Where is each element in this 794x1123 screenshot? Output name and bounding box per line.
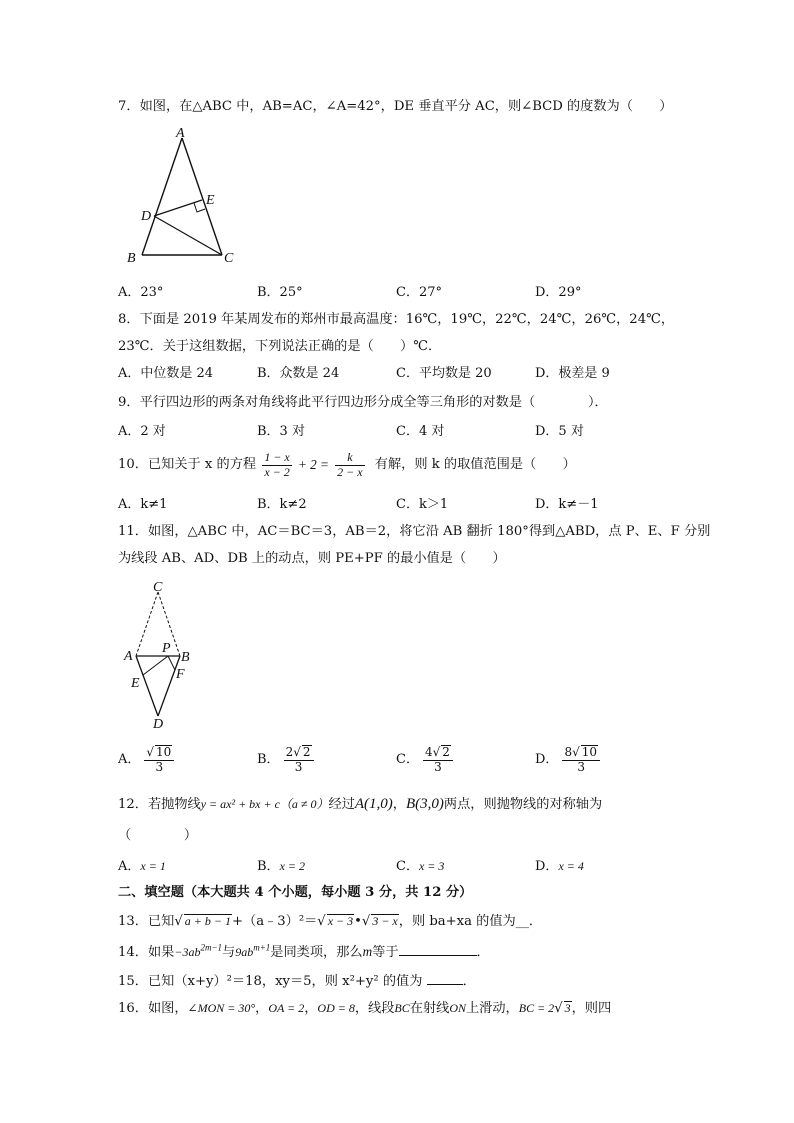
q10-option-a: A．k≠1 <box>118 497 168 512</box>
q10-frac2-num: k <box>335 451 364 466</box>
q7-seg-de <box>154 200 202 216</box>
q11-option-b-num <box>284 745 314 761</box>
section-heading-fill-in: 二、填空题（本大题共 4 个小题，每小题 3 分，共 12 分） <box>118 885 473 900</box>
q9-option-d: D．5 对 <box>535 424 584 439</box>
q8-option-a: A．中位数是 24 <box>118 366 214 381</box>
q11-option-d-coef: 8 <box>564 745 573 759</box>
q11-label-f: F <box>176 667 185 682</box>
q11-label-d: D <box>153 717 164 730</box>
q11-option-b-frac <box>284 745 314 775</box>
q14-m: m <box>362 944 373 959</box>
radical-icon: √ <box>361 914 371 929</box>
q8-option-b: B．众数是 24 <box>257 366 340 381</box>
q12-option-c-val: x = 3 <box>418 859 445 873</box>
q11-side-bd <box>158 656 180 716</box>
q12-option-d <box>535 860 584 873</box>
q11-option-d-frac <box>562 745 600 775</box>
q11-line1: 11．如图，△ABC 中，AC＝BC＝3，AB＝2，将它沿 AB 翻折 180°得到△ABD，点 P、E、F 分别 <box>118 524 711 539</box>
q16-expr6-rad: 3 <box>564 1001 571 1015</box>
q10-option-c: C．k＞1 <box>396 497 449 512</box>
q13-prefix: 13．已知 <box>118 914 175 929</box>
q12-condition: （a ≠ 0） <box>279 797 329 811</box>
q16-expr6: BC = 2 <box>518 1001 555 1015</box>
q12-option-a-label: A． <box>118 859 141 874</box>
q16-sep2: ， <box>304 1001 318 1016</box>
q9-option-c: C．4 对 <box>396 424 445 439</box>
q12-option-b <box>257 860 305 873</box>
q11-side-ac <box>136 592 158 656</box>
q7-figure <box>118 128 248 268</box>
q11-option-d-num <box>562 745 600 761</box>
q12-option-b-val: x = 2 <box>279 859 305 873</box>
q7-option-d: D．29° <box>535 285 582 300</box>
q16-expr1: ∠MON = 30° <box>187 1001 256 1015</box>
q7-seg-dc <box>154 216 222 255</box>
q9-option-a: A．2 对 <box>118 424 166 439</box>
q11-option-c-coef: 4 <box>424 745 433 759</box>
q11-option-d-rad: 10 <box>581 745 598 759</box>
q11-option-d <box>535 745 602 775</box>
q12-option-b-label: B． <box>257 859 280 874</box>
radical-icon: √ <box>174 914 183 929</box>
q16-expr3: OD = 8 <box>317 1001 355 1015</box>
q8-line2: 23℃．关于这组数据，下列说法正确的是（ ）℃． <box>118 339 442 354</box>
q11-label-c: C <box>153 580 163 595</box>
q11-option-a-label: A． <box>118 752 141 768</box>
q10-stem <box>118 451 576 480</box>
q7-stem: 7．如图，在△ABC 中，AB=AC，∠A=42°，DE 垂直平分 AC，则∠BCD 的度数为（ ） <box>118 99 673 114</box>
q11-option-b-label: B． <box>257 752 280 768</box>
q16-expr4: BC <box>394 1001 410 1015</box>
q13-suffix: ，则 ba+xa 的值为__． <box>398 914 543 929</box>
q15-text: 15．已知（x+y）²＝18，xy＝5，则 x²+y² 的值为 <box>118 974 423 989</box>
radical-icon: √ <box>293 745 301 759</box>
q12-option-a <box>118 860 166 873</box>
radical-icon: √ <box>572 745 580 759</box>
q7-label-d: D <box>141 209 152 224</box>
q16-stem <box>118 1001 611 1015</box>
q14-mid: 与 <box>222 945 236 960</box>
radical-icon: √ <box>146 745 155 759</box>
q15-end: ． <box>462 974 476 989</box>
q7-option-a: A．23° <box>118 285 164 300</box>
q10-frac1-den: x − 2 <box>264 464 290 479</box>
q7-right-angle <box>194 203 205 212</box>
q13-mid: +（a﹣3）²＝ <box>231 914 318 929</box>
q12-equation: y = ax² + bx + c <box>200 797 280 811</box>
q14-end: ． <box>476 945 490 960</box>
q11-seg-pe <box>143 656 168 675</box>
q11-option-c <box>396 745 455 775</box>
q11-label-a: A <box>124 649 133 664</box>
q12-mid: 经过 <box>328 797 355 812</box>
q11-option-c-rad: 2 <box>442 745 450 759</box>
q14-prefix: 14．如果 <box>118 945 175 960</box>
q10-frac1-num: 1 − x <box>264 450 290 464</box>
q10-option-b: B．k≠2 <box>257 497 307 512</box>
q13-rad1: a + b − 1 <box>184 914 231 928</box>
q7-option-b: B．25° <box>257 285 303 300</box>
q7-label-a: A <box>176 128 185 141</box>
q11-option-a-den: 3 <box>155 759 164 774</box>
q14-answer-blank[interactable] <box>399 943 477 956</box>
q11-option-c-den: 3 <box>434 759 442 774</box>
q13-rad2: x − 3 <box>327 914 354 928</box>
q11-option-a-num <box>144 745 174 761</box>
q11-option-d-label: D． <box>535 752 559 768</box>
radical-icon: √ <box>554 1001 563 1016</box>
q16-sep5: 上滑动， <box>466 1001 519 1016</box>
q16-sep3: ，线段 <box>354 1001 395 1016</box>
q12-suffix: 两点，则抛物线的对称轴为 <box>443 797 603 812</box>
q8-option-d: D．极差是 9 <box>535 366 610 381</box>
q10-frac2-den: 2 − x <box>337 464 363 479</box>
q8-option-c: C．平均数是 20 <box>396 366 492 381</box>
q11-label-p: P <box>162 641 171 656</box>
q11-option-b-rad: 2 <box>302 745 311 759</box>
q12-prefix: 12．若抛物线 <box>118 797 201 812</box>
q16-sep4: 在射线 <box>409 1001 450 1016</box>
q11-label-e: E <box>131 676 140 691</box>
q16-prefix: 16．如图， <box>118 1001 188 1016</box>
q12-point-b: B(3,0) <box>405 796 444 812</box>
radical-icon: √ <box>432 745 441 759</box>
q16-sep1: ， <box>255 1001 269 1016</box>
q10-fraction-1 <box>262 451 291 480</box>
q16-expr2: OA = 2 <box>268 1001 305 1015</box>
q12-point-a: A(1,0) <box>354 796 393 812</box>
q11-option-c-num <box>423 745 453 761</box>
q10-suffix: 有解，则 k 的取值范围是（ ） <box>374 457 576 473</box>
q14-term1: −3ab <box>174 945 201 959</box>
q11-seg-pf <box>168 656 175 670</box>
q7-side-ac <box>182 138 222 255</box>
q16-expr5: ON <box>449 1001 466 1015</box>
q7-option-c: C．27° <box>396 285 442 300</box>
q11-option-c-frac <box>423 745 453 775</box>
q12-line2: （ ） <box>118 828 198 843</box>
q11-option-a-rad: 10 <box>156 745 172 759</box>
q11-option-b <box>257 745 316 775</box>
q9-option-b: B．3 对 <box>257 424 305 439</box>
q15-answer-blank[interactable] <box>427 972 463 985</box>
q8-line1: 8．下面是 2019 年某周发布的郑州市最高温度：16℃，19℃，22℃，24℃，26℃，24℃， <box>118 312 675 327</box>
q10-option-d: D．k≠－1 <box>535 497 599 512</box>
q12-option-a-val: x = 1 <box>140 859 166 873</box>
q11-option-c-label: C． <box>396 752 419 768</box>
q14-suffix2: 等于 <box>372 945 399 960</box>
q12-stem <box>118 797 602 812</box>
q13-dot: • <box>354 914 362 929</box>
q9-stem: 9．平行四边形的两条对角线将此平行四边形分成全等三角形的对数是（ ）． <box>118 395 608 410</box>
q14-term2: 9ab <box>235 945 254 959</box>
q11-option-a-frac <box>144 745 174 775</box>
q12-option-c <box>396 860 444 873</box>
q11-label-b: B <box>181 650 190 665</box>
q13-stem <box>118 914 542 928</box>
q14-suffix1: 是同类项，那么 <box>270 945 363 960</box>
q14-stem <box>118 943 490 959</box>
q12-option-c-label: C． <box>396 859 419 874</box>
q11-option-a <box>118 745 176 775</box>
q7-side-ab <box>142 138 182 255</box>
q12-comma: ， <box>392 797 406 812</box>
q10-fraction-2 <box>335 451 364 480</box>
q10-mid: + 2 = <box>297 457 329 473</box>
q13-rad3: 3 − x <box>372 914 398 928</box>
q14-exp1: 2m−1 <box>200 942 223 953</box>
radical-icon: √ <box>317 914 326 929</box>
q7-label-e: E <box>206 193 215 208</box>
q12-option-d-label: D． <box>535 859 559 874</box>
q11-option-b-den: 3 <box>294 759 303 774</box>
q11-figure <box>118 580 208 730</box>
q14-exp2: m+1 <box>253 942 271 953</box>
q11-option-b-coef: 2 <box>285 745 294 759</box>
q7-label-c: C <box>224 251 234 266</box>
q15-stem <box>118 972 476 988</box>
q12-option-d-val: x = 4 <box>558 859 584 873</box>
q11-line2: 为线段 AB、AD、DB 上的动点，则 PE+PF 的最小值是（ ） <box>118 551 506 566</box>
q11-option-d-den: 3 <box>577 759 586 774</box>
q16-sep6: ，则四 <box>571 1001 612 1016</box>
q10-prefix: 10．已知关于 x 的方程 <box>118 457 257 473</box>
q7-label-b: B <box>127 251 136 266</box>
